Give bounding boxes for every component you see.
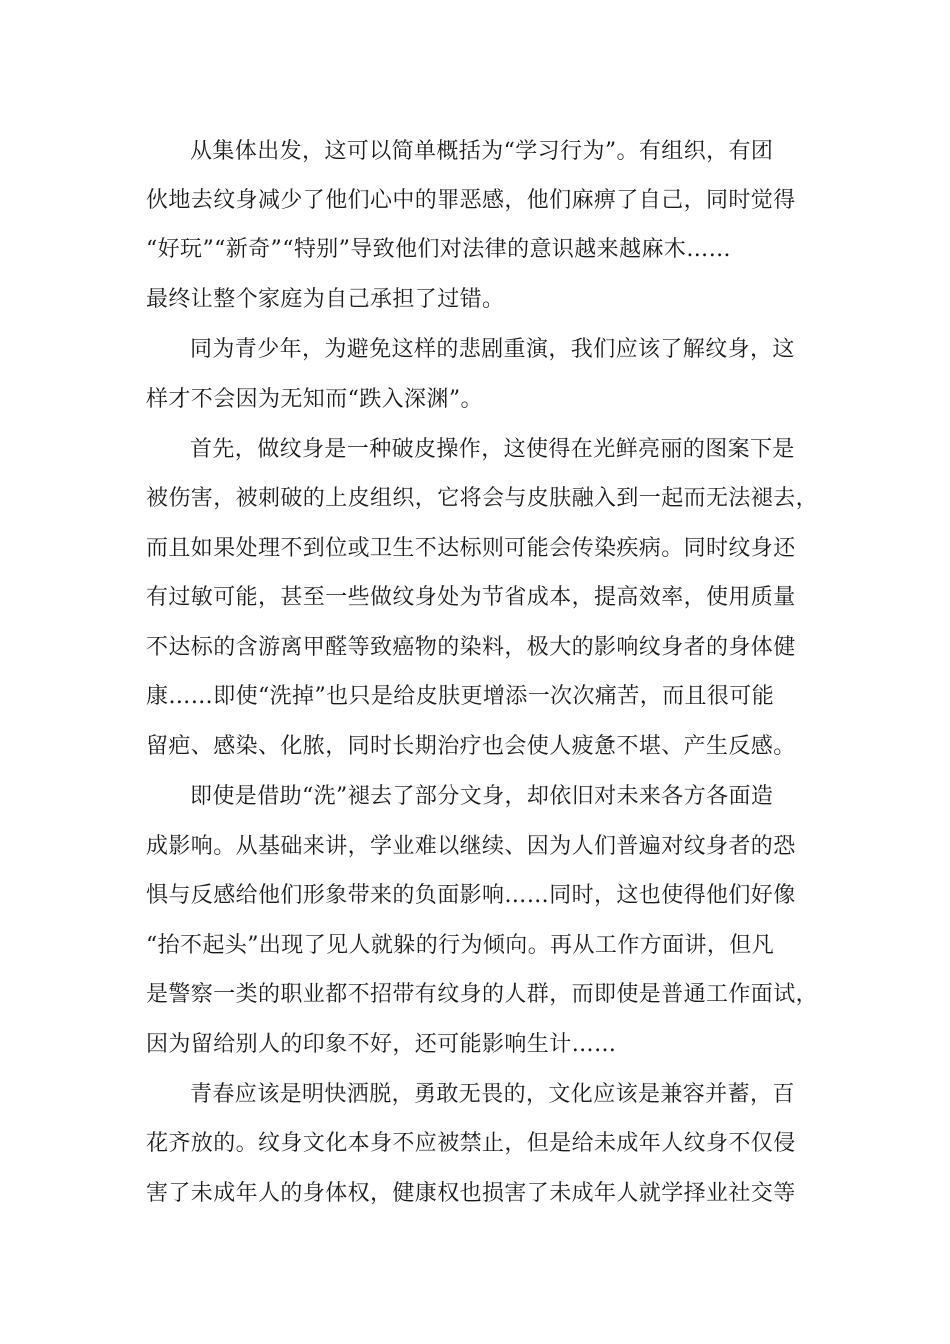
text-line: 伙地去纹身减少了他们心中的罪恶感，他们麻痹了自己，同时觉得 xyxy=(146,188,796,213)
text-line: 害了未成年人的身体权，健康权也损害了未成年人就学择业社交等 xyxy=(146,1181,796,1206)
text-line: 花齐放的。纹身文化本身不应被禁止，但是给未成年人纹身不仅侵 xyxy=(146,1131,796,1156)
text-line: “好玩”“新奇”“特别”导致他们对法律的意识越来越麻木…… xyxy=(146,237,732,262)
text-line: 成影响。从基础来讲，学业难以继续、因为人们普遍对纹身者的恐 xyxy=(146,834,796,859)
text-line: 不达标的含游离甲醛等致癌物的染料，极大的影响纹身者的身体健 xyxy=(146,635,796,660)
text-line: 青春应该是明快洒脱，勇敢无畏的，文化应该是兼容并蓄，百 xyxy=(190,1082,795,1107)
text-line: 同为青少年，为避免这样的悲剧重演，我们应该了解纹身，这 xyxy=(190,337,795,362)
text-line: 留疤、感染、化脓，同时长期治疗也会使人疲惫不堪、产生反感。 xyxy=(146,734,796,759)
text-line: 样才不会因为无知而“跌入深渊”。 xyxy=(146,387,483,412)
text-line: 是警察一类的职业都不招带有纹身的人群，而即使是普通工作面试， xyxy=(146,982,819,1007)
text-line: 因为留给别人的印象不好，还可能影响生计…… xyxy=(146,1032,617,1057)
text-line: 有过敏可能，甚至一些做纹身处为节省成本，提高效率，使用质量 xyxy=(146,585,796,610)
text-line: 从集体出发，这可以简单概括为“学习行为”。有组织，有团 xyxy=(190,139,774,164)
text-line: 最终让整个家庭为自己承担了过错。 xyxy=(146,287,505,312)
text-line: 被伤害，被刺破的上皮组织，它将会与皮肤融入到一起而无法褪去， xyxy=(146,486,819,511)
text-line: 首先，做纹身是一种破皮操作，这使得在光鲜亮丽的图案下是 xyxy=(190,437,795,462)
text-line: 康……即使“洗掉”也只是给皮肤更增添一次次痛苦，而且很可能 xyxy=(146,684,775,709)
text-line: 而且如果处理不到位或卫生不达标则可能会传染疾病。同时纹身还 xyxy=(146,536,796,561)
text-line: 惧与反感给他们形象带来的负面影响……同时，这也使得他们好像 xyxy=(146,883,796,908)
text-line: 即使是借助“洗”褪去了部分文身，却依旧对未来各方各面造 xyxy=(190,784,774,809)
text-line: “抬不起头”出现了见人就躲的行为倾向。再从工作方面讲，但凡 xyxy=(146,933,775,958)
